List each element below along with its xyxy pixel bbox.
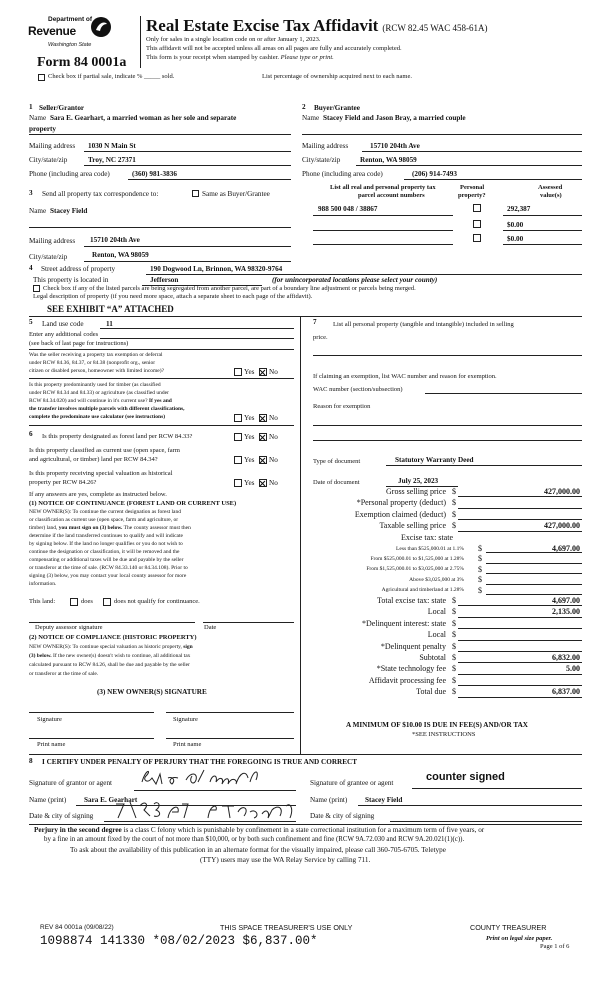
buyer-name[interactable]: Stacey Field and Jason Bray, a married couple <box>323 114 466 122</box>
s7-label: List all personal property (tangible and intangible) included in selling <box>333 321 514 328</box>
notice1-line9: signing (3) below, you may contact your local county assessor for more <box>29 573 187 579</box>
dollar-sign: $ <box>452 653 456 662</box>
grantor-date-city-scribble[interactable] <box>110 798 300 822</box>
land-use-label: Land use code <box>42 320 84 328</box>
seller-heading: Seller/Grantor <box>39 104 85 112</box>
notice2-line4: or transferor at the time of sale. <box>29 671 99 677</box>
minimum-fee-note: A MINIMUM OF $10.00 IS DUE IN FEE(S) AND/OR TAX <box>346 721 528 729</box>
s5-q2-e: complete the predominate use calculator (see instructions) <box>29 414 166 420</box>
calc-row-underline <box>458 651 582 652</box>
dollar-sign: $ <box>478 544 482 553</box>
grantor-name[interactable]: Sara E. Gearhart <box>84 796 138 804</box>
treasurer-use-only: THIS SPACE TREASURER'S USE ONLY <box>220 923 353 932</box>
grantee-signature[interactable]: counter signed <box>426 771 505 783</box>
logo-dept-line: Department of <box>48 16 93 23</box>
sig-grantee-label: Signature of grantee or agent <box>310 779 394 787</box>
notice1-line1: NEW OWNER(S): To continue the current designation as forest land <box>29 509 181 515</box>
legal-size-note: Print on legal size paper. <box>486 935 553 942</box>
owner-signature-label: Signature <box>37 716 62 723</box>
calc-row-label: Gross selling price <box>386 487 446 496</box>
notice1-line3: timber) land, you must sign on (3) below. The county assessor must then <box>29 525 191 531</box>
no-label: No <box>269 368 278 376</box>
calc-row-underline <box>458 685 582 686</box>
calc-row-value[interactable]: 427,000.00 <box>544 521 580 531</box>
notice2-line3: calculated pursuant to RCW 84.26, shall be due and payable by the seller <box>29 662 190 668</box>
does-not-qualify-checkbox[interactable] <box>103 598 111 606</box>
perjury-line-4: (TTY) users may use the WA Relay Service by calling 711. <box>200 856 371 864</box>
dollar-sign: $ <box>452 509 456 519</box>
s5-q2-d: the transfer involves multiple parcels with different classifications, <box>29 406 185 412</box>
no-label: No <box>269 456 278 464</box>
location-num: 4 <box>29 264 33 272</box>
calc-row-underline <box>458 496 582 497</box>
owner-print-name-label-2: Print name <box>173 741 202 748</box>
personal-checkbox-1[interactable] <box>473 204 481 212</box>
dollar-sign: $ <box>478 575 482 585</box>
taxcorr-city[interactable]: Renton, WA 98059 <box>92 251 149 259</box>
segregated-label: Check box if any of the listed parcels are being segregated from another parcel, are part of a boundary line adjustment or parcels being merged. <box>43 285 416 292</box>
s5-q1-b: under RCW 84.36, 84.37, or 84.38 (nonprofit org., senior <box>29 360 156 366</box>
personal-checkbox-3[interactable] <box>473 234 481 242</box>
located-county[interactable]: Jefferson <box>150 276 179 284</box>
same-as-buyer-label: Same as Buyer/Grantee <box>202 190 270 198</box>
assessed-head-b: value(s) <box>540 192 562 199</box>
calc-row-label: Exemption claimed (deduct) <box>354 509 446 519</box>
located-label: This property is located in <box>33 276 109 284</box>
buyer-name-label: Name <box>302 114 320 122</box>
does-not-label: does not qualify for continuance. <box>114 598 200 605</box>
revenue-logo <box>28 14 118 54</box>
segregated-checkbox[interactable] <box>33 285 40 292</box>
grantor-date-city-label: Date & city of signing <box>29 812 94 820</box>
buyer-city-label: City/state/zip <box>302 156 341 164</box>
dollar-sign: $ <box>452 641 456 651</box>
dollar-sign: $ <box>452 687 456 697</box>
dollar-sign: $ <box>478 585 482 595</box>
doc-type-label: Type of document <box>313 458 361 465</box>
tax-tier-label: Above $3,025,000 at 3% <box>409 576 464 583</box>
calc-row-value[interactable]: 4,697.00 <box>552 596 580 605</box>
s6-q2-b: and agricultural, or timber) land per RCW 84.34? <box>29 456 158 463</box>
street-label: Street address of property <box>41 265 116 273</box>
no-label: No <box>269 479 278 487</box>
calc-row-label: Subtotal <box>419 653 446 662</box>
calc-row-value[interactable]: 6,837.00 <box>552 687 580 697</box>
personal-head-b: property? <box>458 192 486 199</box>
dollar-sign: $ <box>452 498 456 508</box>
calc-row-underline <box>458 640 582 641</box>
personal-head: Personal <box>460 184 485 191</box>
deputy-date-label: Date <box>204 624 217 631</box>
calc-row-value[interactable]: 427,000.00 <box>544 487 580 496</box>
exhibit-attached[interactable]: SEE EXHIBIT “A” ATTACHED <box>47 304 174 314</box>
s6-q3-b: property per RCW 84.26? <box>29 479 97 486</box>
calc-row-label: Total due <box>416 687 446 697</box>
notice1-line10: information. <box>29 581 57 587</box>
doc-type[interactable]: Statutory Warranty Deed <box>395 456 474 464</box>
parcel-number[interactable]: 988 500 048 / 38867 <box>318 205 378 213</box>
taxcorr-name-label: Name <box>29 207 47 215</box>
yes-label: Yes <box>244 456 255 464</box>
reason-label: Reason for exemption <box>313 403 371 410</box>
exemption-note: If claiming an exemption, list WAC number and reason for exemption. <box>313 373 497 380</box>
calc-row-value[interactable]: 5.00 <box>566 664 580 674</box>
s6-q2-a: Is this property classified as current use (open space, farm <box>29 447 180 454</box>
same-as-buyer-checkbox[interactable] <box>192 190 199 197</box>
dollar-sign: $ <box>452 664 456 674</box>
dollar-sign: $ <box>452 596 456 605</box>
seller-mailing[interactable]: 1030 N Main St <box>88 142 136 150</box>
yes-label: Yes <box>244 414 255 422</box>
s5-q1-yes-checkbox[interactable] <box>234 368 242 376</box>
logo-revenue: Revenue <box>28 24 76 38</box>
county-treasurer: COUNTY TREASURER <box>470 923 547 932</box>
s5-num: 5 <box>29 318 33 326</box>
notice1-line5: by signing below. If the land no longer qualifies or you do not wish to <box>29 541 183 547</box>
assessed-value[interactable]: 292,387 <box>507 205 531 213</box>
s8-num: 8 <box>29 757 33 765</box>
taxcorr-label: Send all property tax correspondence to: <box>42 190 159 198</box>
doc-date[interactable]: July 25, 2023 <box>398 477 439 485</box>
seller-phone-label: Phone (including area code) <box>29 170 110 178</box>
does-qualify-checkbox[interactable] <box>70 598 78 606</box>
tax-tier-label: Less than $525,000.01 at 1.1% <box>396 545 464 552</box>
grantee-name-label: Name (print) <box>310 796 348 804</box>
treasurer-stamp: 1098874 141330 *08/02/2023 $6,837.00* <box>40 934 318 948</box>
calc-row-value[interactable]: 6,832.00 <box>552 653 580 662</box>
owner-signature-label-2: Signature <box>173 716 198 723</box>
logo-state: Washington State <box>48 42 92 48</box>
s5-q2-yes-checkbox[interactable] <box>234 414 242 422</box>
legal-description-label: Legal description of property (if you need more space, attach a separate sheet to each page of the affidavit). <box>33 293 313 300</box>
buyer-mailing[interactable]: 15710 204th Ave <box>370 142 420 150</box>
tax-tier-label: From $1,525,000.01 to $3,025,000 at 2.75% <box>366 566 464 573</box>
partial-sale-checkbox[interactable] <box>38 74 45 81</box>
seller-phone[interactable]: (360) 981-3836 <box>132 170 177 178</box>
buyer-city[interactable]: Renton, WA 98059 <box>360 156 417 164</box>
taxcorr-city-label: City/state/zip <box>29 253 68 261</box>
grantee-date-city-label: Date & city of signing <box>310 812 375 820</box>
s5-q1-c: citizen or disabled person, homeowner with limited income)? <box>29 368 165 374</box>
see-back-label: (see back of last page for instructions) <box>29 340 129 347</box>
notice-compliance-heading: (2) NOTICE OF COMPLIANCE (HISTORIC PROPERTY) <box>29 634 197 641</box>
s6-num: 6 <box>29 430 33 438</box>
header-note-1: Only for sales in a single location code on or after January 1, 2023. <box>146 36 321 43</box>
revenue-swoosh-icon <box>90 16 112 38</box>
seller-mailing-label: Mailing address <box>29 142 76 150</box>
excise-tax-label: Excise tax: state <box>401 532 453 542</box>
tax-tier-label: Agricultural and timberland at 1.28% <box>381 587 464 594</box>
calc-row-label: Total excise tax: state <box>377 596 446 605</box>
s6-q1-yes-checkbox[interactable] <box>234 433 242 441</box>
calc-row-underline <box>486 584 582 585</box>
buyer-num: 2 <box>302 103 306 111</box>
calc-row-underline <box>486 594 582 595</box>
s5-q1-no-checkbox[interactable] <box>259 368 267 376</box>
s5-q2-c: RCW 84.34.020) and will continue in it's current use? If yes and <box>29 398 172 404</box>
dollar-sign: $ <box>452 607 456 617</box>
unincorporated-note: (for unincorporated locations please select your county) <box>272 276 438 284</box>
notice2-line2: (3) below. If the new owner(s) doesn't wish to continue, all additional tax <box>29 653 191 659</box>
land-use-code[interactable]: 11 <box>106 320 113 328</box>
calc-row-underline <box>458 628 582 629</box>
calc-row-value[interactable]: 4,697.00 <box>552 544 580 553</box>
s7-label-2: price. <box>313 334 328 341</box>
calc-row-underline <box>458 662 582 663</box>
deputy-sig-label: Deputy assessor signature <box>35 624 103 631</box>
tax-tier-label: From $525,000.01 to $1,525,000 at 1.28% <box>370 555 464 562</box>
s6-q2-yes-checkbox[interactable] <box>234 456 242 464</box>
s5-q1-a: Was the seller receiving a property tax exemption or deferral <box>29 352 163 358</box>
s6-q3-a: Is this property receiving special valuation as historical <box>29 470 173 477</box>
seller-city[interactable]: Troy, NC 27371 <box>88 156 136 164</box>
s6-answers-note: If any answers are yes, complete as instructed below. <box>29 491 167 498</box>
perjury-line-1: Perjury in the second degree is a class C felony which is punishable by confinement in a state correctional institution for a maximum term of five years, or <box>34 826 485 834</box>
doc-date-label: Date of document <box>313 479 360 486</box>
no-label: No <box>269 433 278 441</box>
calc-row-underline <box>458 605 582 606</box>
notice1-line7: compensating or additional taxes will be due and payable by the seller <box>29 557 184 563</box>
this-land-label: This land: <box>29 598 56 605</box>
s7-num: 7 <box>313 318 317 326</box>
form-number: Form 84 0001a <box>37 55 127 70</box>
dollar-sign: $ <box>452 675 456 685</box>
s5-q2-no-checkbox[interactable] <box>259 414 267 422</box>
certify-heading: I CERTIFY UNDER PENALTY OF PERJURY THAT THE FOREGOING IS TRUE AND CORRECT <box>42 758 357 766</box>
assessed-value-3[interactable]: $0.00 <box>507 235 524 243</box>
yes-label: Yes <box>244 479 255 487</box>
calc-row-value[interactable]: 2,135.00 <box>552 607 580 617</box>
seller-name-label: Name <box>29 114 47 122</box>
rev-number: REV 84 0001a (09/08/22) <box>40 924 114 931</box>
calc-row-underline <box>458 674 582 675</box>
seller-name[interactable]: Sara E. Gearhart, a married woman as her sole and separate <box>50 114 237 122</box>
see-instructions-note: *SEE INSTRUCTIONS <box>412 731 476 738</box>
wac-label: WAC number (section/subsection) <box>313 386 403 393</box>
calc-row-label: *Personal property (deduct) <box>356 498 446 508</box>
dollar-sign: $ <box>478 554 482 564</box>
s6-q3-no-checkbox[interactable] <box>259 479 267 487</box>
seller-name-cont[interactable]: property <box>29 125 57 133</box>
assessed-value-2[interactable]: $0.00 <box>507 221 524 229</box>
street-address[interactable]: 190 Dogwood Ln, Brinnon, WA 98320-9764 <box>150 265 283 273</box>
buyer-phone-label: Phone (including area code) <box>302 170 383 178</box>
notice1-line8: or transferor at the time of sale. (RCW 84.33.140 or 84.34.108). Prior to <box>29 565 188 571</box>
buyer-heading: Buyer/Grantee <box>314 104 360 112</box>
s6-q1: Is this property designated as forest land per RCW 84.33? <box>42 433 193 440</box>
does-label: does <box>81 598 93 605</box>
calc-row-label: *State technology fee <box>376 664 446 674</box>
yes-label: Yes <box>244 433 255 441</box>
yes-label: Yes <box>244 368 255 376</box>
calc-row-label: Taxable selling price <box>379 521 446 531</box>
taxcorr-num: 3 <box>29 189 33 197</box>
parcel-head: List all real and personal property tax <box>330 184 436 191</box>
seller-city-label: City/state/zip <box>29 156 68 164</box>
new-owner-sig-heading: (3) NEW OWNER(S) SIGNATURE <box>97 688 207 696</box>
notice1-line4: determine if the land transferred continues to qualify and will indicate <box>29 533 183 539</box>
calc-row-label: Local <box>427 607 446 617</box>
calc-row-underline <box>458 697 582 698</box>
s5-q2-a: Is this property predominantly used for timber (as classified <box>29 382 161 388</box>
dollar-sign: $ <box>452 487 456 496</box>
grantor-name-label: Name (print) <box>29 796 67 804</box>
perjury-line-2: by a fine in an amount fixed by the court of not more than $10,000, or by both such confinement and fine (RCW 9A.72.030 and RCW 9A.20.021(1)(c)). <box>44 836 465 843</box>
assessed-head: Assessed <box>538 184 563 191</box>
partial-sale-label: Check box if partial sale, indicate % _____ sold. <box>48 73 175 80</box>
dollar-sign: $ <box>452 618 456 628</box>
personal-checkbox-2[interactable] <box>473 220 481 228</box>
taxcorr-name[interactable]: Stacey Field <box>50 207 88 215</box>
calc-row-underline <box>458 531 582 532</box>
calc-row-underline <box>458 508 582 509</box>
form-title: Real Estate Excise Tax Affidavit (RCW 82.45 WAC 458-61A) <box>146 16 488 35</box>
header-note-2: This affidavit will not be accepted unless all areas on all pages are fully and accurately completed. <box>146 45 402 52</box>
calc-row-label: *Delinquent interest: state <box>362 618 446 628</box>
notice-continuance-heading: (1) NOTICE OF CONTINUANCE (FOREST LAND OR CURRENT USE) <box>29 500 237 507</box>
s5-q2-b: under RCW 84.34 and 84.33) or agriculture (as classified under <box>29 390 169 396</box>
calc-row-label: Local <box>427 630 446 640</box>
page-number: Page 1 of 6 <box>540 943 570 950</box>
list-pct-note: List percentage of ownership acquired next to each name. <box>262 73 412 80</box>
parcel-head-b: parcel account numbers <box>358 192 425 199</box>
calc-row-label: *Delinquent penalty <box>380 641 446 651</box>
no-label: No <box>269 414 278 422</box>
dollar-sign: $ <box>452 630 456 640</box>
taxcorr-mailing[interactable]: 15710 204th Ave <box>90 236 140 244</box>
calc-row-underline <box>458 519 582 520</box>
buyer-mailing-label: Mailing address <box>302 142 349 150</box>
header-note-3: This form is your receipt when stamped by cashier. Please type or print. <box>146 54 334 61</box>
sig-grantor-label: Signature of grantor or agent <box>29 779 113 787</box>
calc-row-label: Affidavit processing fee <box>368 675 446 685</box>
s6-q3-yes-checkbox[interactable] <box>234 479 242 487</box>
seller-num: 1 <box>29 103 33 111</box>
calc-row-underline <box>486 573 582 574</box>
s6-q2-no-checkbox[interactable] <box>259 456 267 464</box>
dollar-sign: $ <box>478 564 482 574</box>
calc-row-underline <box>458 617 582 618</box>
additional-codes-label: Enter any additional codes <box>29 331 99 338</box>
grantor-signature-scribble[interactable] <box>138 764 298 790</box>
perjury-line-3: To ask about the availability of this publication in an alternate format for the visually impaired, please call 360-705-6705. Teletype <box>70 846 446 854</box>
buyer-phone[interactable]: (206) 914-7493 <box>412 170 457 178</box>
calc-row-underline <box>486 563 582 564</box>
s6-q1-no-checkbox[interactable] <box>259 433 267 441</box>
taxcorr-mailing-label: Mailing address <box>29 237 76 245</box>
notice1-line2: or classification as current use (open space, farm and agriculture, or <box>29 517 179 523</box>
notice1-line6: continue the designation or classification, it will be removed and the <box>29 549 180 555</box>
grantee-name[interactable]: Stacey Field <box>365 796 403 804</box>
dollar-sign: $ <box>452 521 456 531</box>
notice2-line1: NEW OWNER(S): To continue special valuation as historic property, sign <box>29 644 193 650</box>
owner-print-name-label: Print name <box>37 741 66 748</box>
calc-row-underline <box>486 552 582 553</box>
